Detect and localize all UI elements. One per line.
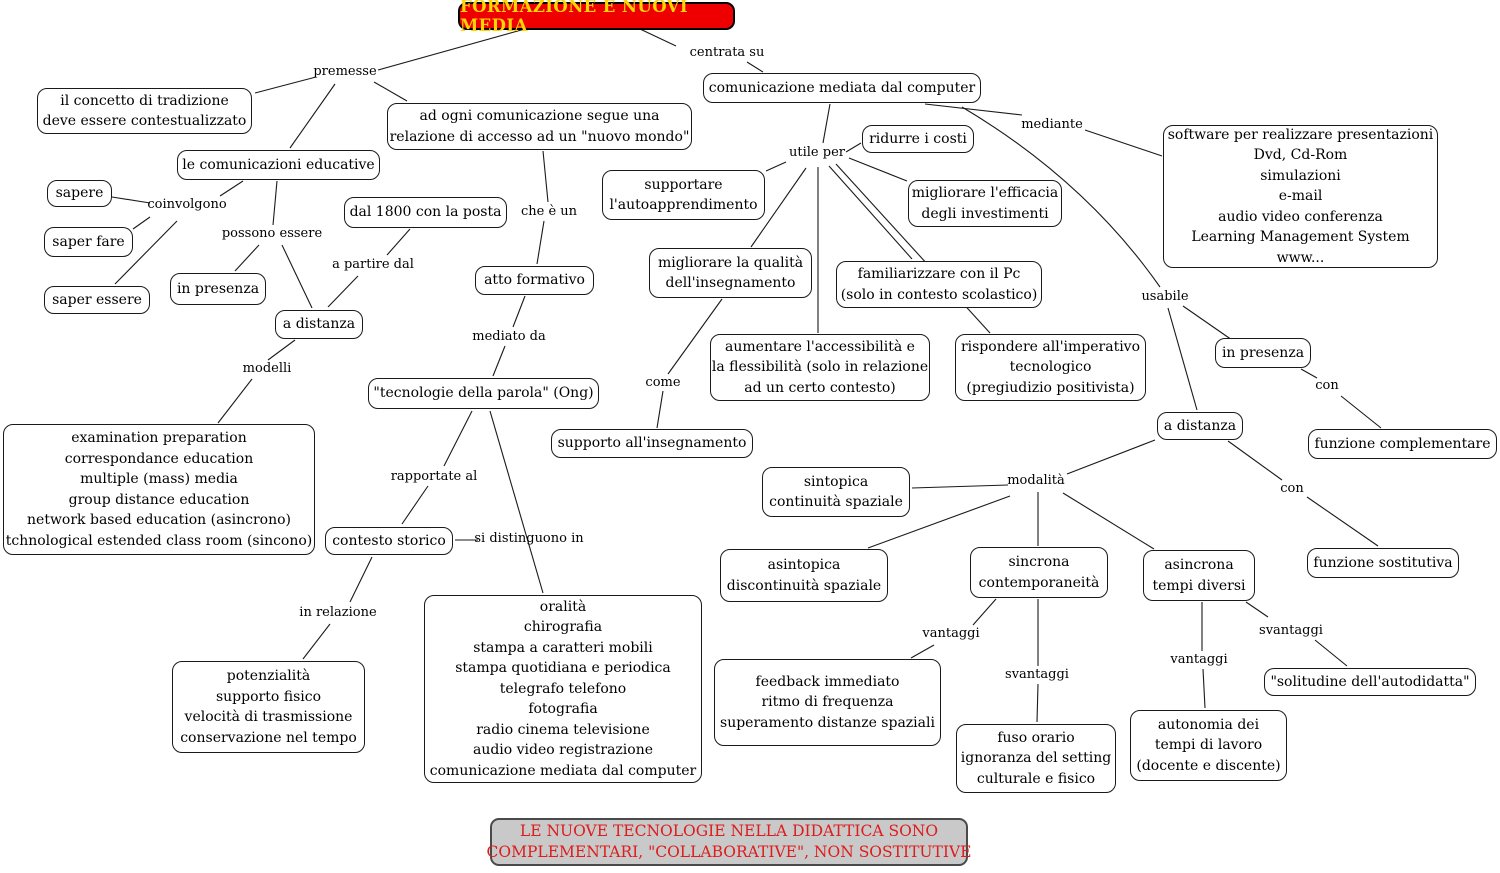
link-label-come: come [645, 375, 681, 390]
link-label-modalita: modalità [1007, 473, 1065, 488]
node-text-line: feedback immediato [755, 673, 900, 690]
node-text-line: asintopica [767, 557, 841, 573]
edge-possono_essere-inpresenza_l [235, 245, 259, 271]
link-label-svantaggi_m: svantaggi [1005, 667, 1069, 682]
node-text-line: la flessibilità (solo in relazione [711, 359, 929, 376]
edge-a_partire_dal-adistanza_l [328, 276, 358, 307]
node-text-line: stampa quotidiana e periodica [455, 660, 671, 677]
node-autonomia[interactable] [1130, 710, 1287, 781]
edge-con1-f_compl [1341, 396, 1381, 428]
edge-adistanza_r-modalita [1067, 440, 1155, 474]
node-comunicazioni[interactable] [177, 150, 380, 180]
node-text-line: ignoranza del setting [960, 750, 1112, 767]
node-sintopica[interactable] [762, 467, 910, 517]
node-text-line: software per realizzare presentazioni [1167, 126, 1434, 143]
node-sapere[interactable] [47, 180, 112, 207]
node-contesto[interactable] [325, 527, 453, 555]
node-text-line: le comunicazioni educative [182, 156, 375, 173]
edge-come-supporto_ins [657, 391, 663, 428]
node-text-line: aumentare l'accessibilità e [725, 338, 915, 355]
edge-utile_per-efficacia [849, 158, 907, 181]
node-text-line: potenzialità [226, 668, 311, 684]
node-text-line: ad ogni comunicazione segue una [419, 108, 660, 124]
node-text-line: supportare [644, 176, 723, 193]
edge-tecnologie-oralita [490, 411, 543, 593]
node-aumentare[interactable] [710, 334, 930, 401]
node-qualita[interactable] [649, 248, 812, 298]
banner-line: LE NUOVE TECNOLOGIE NELLA DIDATTICA SONO [519, 822, 939, 840]
node-text-line: ad un certo contesto) [744, 379, 896, 396]
node-text-line: deve essere contestualizzato [42, 113, 247, 129]
node-text-line: a distanza [282, 316, 356, 333]
node-sincrona[interactable] [970, 547, 1108, 598]
node-text-line: conservazione nel tempo [180, 729, 357, 746]
edge-tecnologie-rapportate_al [444, 411, 472, 466]
node-text-line: funzione sostitutiva [1313, 554, 1453, 571]
node-f_sost[interactable] [1307, 548, 1459, 578]
edge-utile_per-familiarizzare [829, 166, 912, 259]
node-text-line: relazione di accesso ad un "nuovo mondo" [389, 128, 690, 145]
edge-sincrona-vantaggi_l [973, 599, 996, 625]
edge-premesse-adogni [374, 82, 407, 101]
node-text-line: contemporaneità [978, 574, 1100, 591]
node-text-line: sintopica [803, 473, 869, 490]
link-label-con1: con [1315, 378, 1339, 393]
node-text-line: sapere [55, 185, 104, 202]
edge-in_relazione-potenzialita [303, 624, 330, 659]
node-text-line: correspondance education [64, 450, 254, 467]
node-asincrona[interactable] [1143, 550, 1255, 601]
edge-utile_per-ridurre [846, 143, 861, 152]
node-text-line: examination preparation [71, 430, 247, 446]
edge-modelli-modelli_box [218, 379, 252, 423]
node-text-line: supporto all'insegnamento [557, 435, 747, 452]
link-label-con2: con [1280, 481, 1304, 496]
edge-modalita-asincrona [1063, 493, 1154, 549]
node-text-line: familiarizzare con il Pc [857, 266, 1021, 282]
node-text-line: migliorare la qualità [657, 254, 804, 271]
node-text-line: audio video registrazione [472, 742, 654, 759]
map-title-node[interactable]: FORMAZIONE E NUOVI MEDIA [458, 2, 735, 30]
node-text-line: l'autoapprendimento [609, 197, 758, 213]
node-text-line: ritmo di frequenza [761, 694, 894, 711]
node-supportare[interactable] [602, 170, 765, 220]
node-text-line: "solitudine dell'autodidatta" [1270, 673, 1470, 690]
edge-inpresenza_r-con1 [1301, 369, 1317, 378]
node-text-line: fuso orario [997, 729, 1075, 746]
node-text-line: supporto fisico [215, 688, 322, 705]
node-inpresenza_l[interactable] [170, 273, 266, 305]
node-text-line: continuità spaziale [769, 494, 903, 510]
node-text-line: Dvd, Cd-Rom [1253, 147, 1348, 164]
link-label-che_e_un: che è un [520, 204, 578, 219]
node-rispondere[interactable] [955, 334, 1146, 401]
link-label-utile_per: utile per [789, 145, 845, 160]
node-text-line: dal 1800 con la posta [349, 204, 502, 221]
node-text-line: degli investimenti [921, 205, 1049, 222]
link-label-a_partire_dal: a partire dal [332, 257, 414, 272]
node-text-line: (pregiudizio positivista) [966, 379, 1135, 396]
node-text-line: simulazioni [1260, 167, 1341, 184]
edge-svantaggi_r-solitudine [1315, 640, 1347, 666]
node-text-line: network based education (asincrono) [27, 512, 291, 528]
node-text-line: fotografia [528, 701, 598, 718]
link-label-si_distinguono: si distinguono in [474, 531, 584, 546]
node-saperessere[interactable] [44, 286, 150, 314]
node-text-line: radio cinema televisione [476, 721, 650, 738]
edge-centrata_su-cmc [747, 62, 763, 72]
node-text-line: e-mail [1278, 188, 1323, 205]
link-label-possono_essere: possono essere [221, 226, 323, 241]
node-text-line: comunicazione mediata dal computer [708, 79, 976, 96]
node-adogni[interactable] [387, 103, 692, 150]
node-solitudine[interactable] [1264, 668, 1476, 696]
edge-modalita-sintopica [912, 485, 1008, 488]
link-label-rapportate_al: rapportate al [390, 469, 478, 484]
node-text-line: autonomia dei [1157, 716, 1260, 733]
edge-adogni-che_e_un [543, 151, 548, 202]
edge-adistanza_r-con2 [1228, 441, 1282, 480]
node-text-line: (solo in contesto scolastico) [840, 286, 1038, 303]
node-fuso[interactable] [956, 724, 1116, 793]
link-label-mediante: mediante [1021, 117, 1083, 132]
node-text-line: culturale e fisico [976, 770, 1096, 787]
link-label-vantaggi_r: vantaggi [1170, 652, 1228, 667]
edge-mediato_da-tecnologie [493, 346, 505, 376]
banner-line: COMPLEMENTARI, "COLLABORATIVE", NON SOSTITUTIVE [486, 843, 972, 861]
edge-premesse-comunicazioni [290, 84, 335, 148]
node-text-line: superamento distanze spaziali [720, 714, 935, 731]
edge-comunicazioni-coinvolgono [220, 181, 243, 196]
node-text-line: oralità [539, 598, 587, 615]
node-potenzialita[interactable] [172, 661, 365, 753]
node-text-line: (docente e discente) [1136, 757, 1281, 774]
edge-usabile-adistanza_r [1168, 308, 1197, 410]
node-text-line: saper fare [52, 233, 125, 250]
map-banner-node[interactable] [486, 818, 972, 866]
edge-attoformativo-mediato_da [513, 296, 525, 327]
link-label-mediato_da: mediato da [472, 329, 546, 344]
node-asintopica[interactable] [720, 549, 888, 602]
edge-utile_per-supportare [766, 162, 786, 171]
node-text-line: saper essere [52, 291, 142, 308]
node-inpresenza_r[interactable] [1215, 338, 1311, 368]
node-text-line: ridurre i costi [869, 130, 967, 147]
node-text-line: multiple (mass) media [80, 471, 238, 487]
node-text-line: sincrona [1008, 554, 1070, 570]
node-cmc[interactable] [703, 73, 981, 103]
edge-comunicazioni-possono_essere [273, 181, 277, 225]
node-text-line: discontinuità spaziale [726, 577, 882, 594]
edge-con2-f_sost [1307, 497, 1378, 546]
edge-sapere-coinvolgono [112, 197, 150, 203]
node-text-line: audio video conferenza [1218, 208, 1383, 225]
node-software[interactable] [1163, 125, 1438, 268]
node-adistanza_l[interactable] [275, 310, 363, 339]
node-text-line: tempi diversi [1152, 577, 1246, 594]
edge-usabile-inpresenza_r [1183, 306, 1232, 340]
edge-rapportate_al-contesto [402, 486, 428, 524]
node-efficacia[interactable] [908, 180, 1062, 227]
node-text-line: a distanza [1163, 417, 1237, 434]
node-f_compl[interactable] [1308, 429, 1497, 459]
link-label-usabile: usabile [1141, 289, 1189, 304]
link-label-coinvolgono: coinvolgono [147, 197, 227, 212]
node-supporto_ins[interactable] [551, 429, 753, 458]
edge-a_partire_dal-dal1800 [387, 229, 410, 255]
node-text-line: tchnological estended class room (sincono) [5, 532, 313, 549]
edge-title-premesse [378, 29, 525, 70]
node-oralita[interactable] [424, 595, 702, 783]
edge-coinvolgono-saperfare [133, 217, 150, 229]
node-dal1800[interactable] [344, 197, 507, 228]
node-text-line: funzione complementare [1314, 435, 1491, 452]
edge-premesse-concetto [255, 77, 316, 93]
node-text-line: Learning Management System [1191, 229, 1410, 246]
node-ridurre[interactable] [862, 125, 974, 153]
node-adistanza_r[interactable] [1157, 412, 1243, 440]
node-text-line: il concetto di tradizione [60, 92, 229, 109]
node-text-line: atto formativo [484, 272, 585, 289]
node-text-line: tempi di lavoro [1154, 737, 1263, 754]
node-modelli_box[interactable] [3, 424, 315, 555]
link-label-premesse: premesse [313, 64, 377, 79]
node-attoformativo[interactable] [475, 266, 594, 295]
node-text-line: velocità di trasmissione [184, 709, 353, 725]
edge-asincrona-svantaggi_r [1246, 602, 1268, 617]
edge-cmc-utile_per [823, 104, 830, 143]
node-text-line: www... [1276, 249, 1325, 266]
node-text-line: asincrona [1164, 557, 1234, 573]
edge-mediante-software [1085, 130, 1162, 156]
edge-svantaggi_m-fuso [1037, 684, 1038, 722]
node-text-line: group distance education [68, 491, 250, 508]
node-feedback[interactable] [714, 659, 941, 746]
link-label-centrata_su: centrata su [689, 45, 765, 60]
node-text-line: comunicazione mediata dal computer [429, 762, 697, 779]
edge-vantaggi_l-feedback [911, 645, 934, 658]
node-text-line: rispondere all'imperativo [960, 338, 1141, 355]
edge-possono_essere-adistanza_l [282, 245, 312, 308]
link-label-in_relazione: in relazione [299, 605, 377, 620]
link-label-svantaggi_r: svantaggi [1259, 623, 1323, 638]
node-text-line: "tecnologie della parola" (Ong) [373, 385, 594, 402]
node-text-line: tecnologico [1009, 359, 1092, 376]
node-text-line: chirografia [523, 619, 603, 636]
node-text-line: migliorare l'efficacia [911, 185, 1059, 201]
node-text-line: telegrafo telefono [499, 680, 627, 697]
edge-vantaggi_r-autonomia [1203, 669, 1205, 708]
edge-adistanza_l-modelli [268, 340, 295, 360]
node-familiarizzare[interactable] [836, 261, 1042, 308]
node-text-line: dell'insegnamento [665, 275, 796, 291]
node-text-line: in presenza [1221, 344, 1305, 361]
node-text-line: in presenza [176, 280, 260, 297]
node-tecnologie[interactable] [368, 378, 599, 409]
link-label-vantaggi_l: vantaggi [922, 626, 980, 641]
node-saperfare[interactable] [44, 227, 133, 257]
node-text-line: stampa a caratteri mobili [473, 639, 653, 656]
node-concetto[interactable] [37, 88, 252, 134]
node-text-line: contesto storico [332, 532, 446, 549]
edge-contesto-in_relazione [350, 557, 372, 602]
edge-che_e_un-attoformativo [537, 221, 544, 264]
link-label-modelli: modelli [242, 361, 292, 376]
